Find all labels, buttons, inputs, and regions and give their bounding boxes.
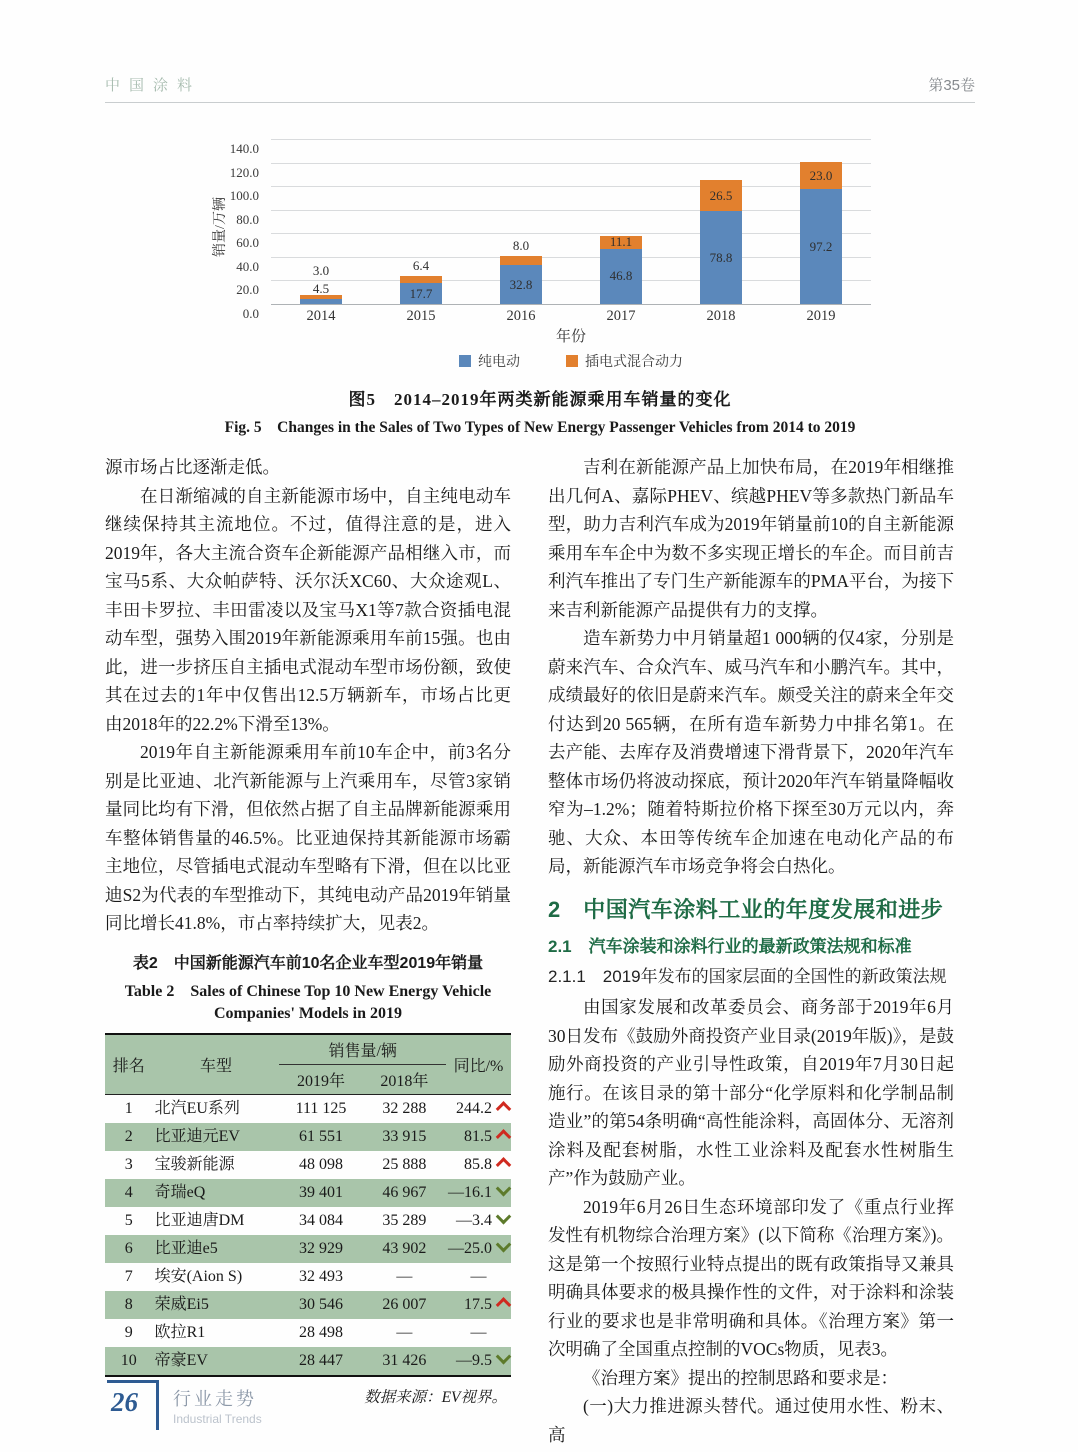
page-footer bbox=[107, 1380, 262, 1430]
section-heading-2: 2 中国汽车涂料工业的年度发展和进步 bbox=[548, 896, 944, 922]
bar-value-label: 3.0 bbox=[312, 263, 330, 279]
cell-rank: 2 bbox=[124, 1128, 133, 1145]
left-column-paragraphs bbox=[105, 453, 511, 938]
body-paragraph: 造车新势力中月销量超1 000辆的仅4家，分别是蔚来汽车、合众汽车、威马汽车和小鹏汽车。其中，成绩最好的依旧是蔚来汽车。颇受关注的蔚来全年交付达到20 565辆，在所有造车新势力中排名第1。在去产能、去库存及消费增速下滑背景下，2020年汽车整体市场仍将波动探底，预计2020年汽车销量降幅收窄为–1.2%；随着特斯拉价格下探至30万元以内，奔驰、大众、本田等传统车企加速在电动化产品的布局，新能源汽车市场竞争将会白热化。 bbox=[548, 628, 954, 876]
x-tick-label: 2019 bbox=[806, 308, 836, 324]
footer-section-en: Industrial Trends bbox=[173, 1412, 262, 1426]
cell-sales-2019: 28 498 bbox=[299, 1324, 344, 1341]
table-row bbox=[105, 1123, 511, 1151]
bar-value-label: 11.1 bbox=[609, 234, 633, 250]
y-tick-label: 40.0 bbox=[236, 258, 259, 274]
body-paragraph: 《治理方案》提出的控制思路和要求是： bbox=[583, 1367, 898, 1388]
cell-sales-2019: 111 125 bbox=[295, 1100, 347, 1117]
y-tick-label: 140.0 bbox=[229, 141, 259, 156]
cell-rank: 6 bbox=[124, 1240, 133, 1257]
figure-5 bbox=[105, 129, 975, 437]
bar-value-label: 17.7 bbox=[409, 285, 433, 301]
legend-item bbox=[459, 351, 520, 371]
cell-yoy: 85.8 bbox=[446, 1151, 511, 1179]
y-tick-label: 60.0 bbox=[236, 235, 259, 251]
table-2-block bbox=[105, 950, 511, 1407]
table-row bbox=[105, 1347, 511, 1376]
cell-yoy: —25.0 bbox=[446, 1235, 511, 1263]
cell-sales-2019: 28 447 bbox=[299, 1352, 344, 1369]
footer-section-cn: 行业走势 bbox=[173, 1389, 257, 1409]
stacked-bar-2018 bbox=[700, 180, 742, 304]
chart-legend bbox=[271, 351, 871, 371]
x-tick-label: 2018 bbox=[706, 308, 736, 324]
cell-sales-2018: — bbox=[396, 1324, 413, 1341]
table-row bbox=[105, 1235, 511, 1263]
figure-caption-cn: 图5 2014–2019年两类新能源乘用车销量的变化 bbox=[348, 390, 732, 409]
chart-x-axis-title: 年份 bbox=[555, 329, 586, 345]
legend-swatch-icon bbox=[459, 355, 471, 367]
legend-label: 插电式混合动力 bbox=[585, 355, 683, 370]
stacked-bar-2017 bbox=[600, 236, 642, 304]
running-head bbox=[105, 74, 975, 103]
x-tick-label: 2016 bbox=[506, 308, 536, 324]
cell-model: 帝豪EV bbox=[154, 1352, 208, 1369]
segment-pure-electric bbox=[300, 299, 342, 304]
two-column-body bbox=[105, 453, 975, 1449]
section-heading-2-1: 2.1 汽车涂装和涂料行业的最新政策法规和标准 bbox=[548, 936, 912, 956]
sales-stacked-bar-chart bbox=[193, 129, 893, 375]
cell-yoy: 244.2 bbox=[446, 1094, 511, 1123]
stacked-bar-2015 bbox=[400, 257, 442, 304]
cell-sales-2019: 34 084 bbox=[299, 1212, 344, 1229]
cell-sales-2019: 32 493 bbox=[299, 1268, 344, 1285]
table-row bbox=[105, 1207, 511, 1235]
cell-rank: 3 bbox=[124, 1156, 133, 1173]
arrow-down-icon bbox=[496, 1181, 512, 1197]
segment-plug-in-hybrid bbox=[500, 256, 542, 265]
col-header-yoy: 同比/% bbox=[453, 1057, 504, 1075]
cell-yoy: 81.5 bbox=[446, 1123, 511, 1151]
legend-item bbox=[566, 351, 683, 371]
cell-yoy: —3.4 bbox=[446, 1207, 511, 1235]
col-header-2019: 2019年 bbox=[297, 1072, 346, 1090]
arrow-down-icon bbox=[496, 1237, 512, 1253]
arrow-up-icon bbox=[496, 1297, 512, 1313]
cell-yoy: 17.5 bbox=[446, 1291, 511, 1319]
gridline bbox=[271, 139, 871, 140]
cell-yoy: —9.5 bbox=[446, 1347, 511, 1376]
y-tick-label: 20.0 bbox=[236, 282, 259, 298]
chart-plot-area bbox=[271, 139, 871, 324]
bar-value-label: 78.8 bbox=[709, 249, 733, 265]
body-paragraph: 在日渐缩减的自主新能源市场中，自主纯电动车继续保持其主流地位。不过，值得注意的是，进入2019年，各大主流合资车企新能源产品相继入市，而宝马5系、大众帕萨特、沃尔沃XC60、大众途观L、丰田卡罗拉、丰田雷凌以及宝马X1等7款合资插电混动车型，强势入围2019年新能源乘用车前15强。也由此，进一步挤压自主插电式混动车型市场份额，致使其在过去的1年中仅售出12.5万辆新车，市场占比更由2018年的22.2%下滑至13%。 bbox=[105, 485, 511, 734]
body-paragraph: 吉利在新能源产品上加快布局，在2019年相继推出几何A、嘉际PHEV、缤越PHEV等多款热门新品车型，助力吉利汽车成为2019年销量前10的自主新能源乘用车车企中为数不多实现正增长的车企。而目前吉利汽车推出了专门生产新能源车的PMA平台，为接下来吉利新能源产品提供有力的支撑。 bbox=[548, 457, 954, 620]
cell-model: 埃安(Aion S) bbox=[154, 1268, 243, 1285]
bar-value-label: 4.5 bbox=[312, 281, 330, 297]
table-data-source: 数据来源：EV视界。 bbox=[364, 1388, 507, 1406]
cell-model: 欧拉R1 bbox=[154, 1324, 206, 1341]
stacked-bar-2016 bbox=[500, 237, 542, 304]
cell-model: 比亚迪唐DM bbox=[154, 1212, 245, 1229]
arrow-down-icon bbox=[496, 1209, 512, 1225]
cell-sales-2018: 26 007 bbox=[382, 1296, 427, 1313]
left-column bbox=[105, 453, 511, 1449]
segment-plug-in-hybrid bbox=[400, 276, 442, 284]
cell-model: 比亚迪e5 bbox=[154, 1240, 218, 1257]
cell-model: 北汽EU系列 bbox=[154, 1100, 240, 1117]
cell-sales-2018: 43 902 bbox=[382, 1240, 427, 1257]
bar-value-label: 32.8 bbox=[509, 276, 533, 292]
y-tick-label: 0.0 bbox=[242, 306, 259, 321]
table-row bbox=[105, 1151, 511, 1179]
table-title-cn: 表2 中国新能源汽车前10名企业车型2019年销量 bbox=[132, 954, 484, 972]
body-paragraph: (一)大力推进源头替代。通过使用水性、粉末、高 bbox=[548, 1396, 954, 1445]
page-number: 26 bbox=[111, 1387, 138, 1417]
gridline bbox=[271, 186, 871, 187]
cell-sales-2018: 33 915 bbox=[382, 1128, 427, 1145]
bar-value-label: 6.4 bbox=[412, 257, 430, 273]
right-column-paragraphs-bottom bbox=[548, 993, 954, 1449]
cell-yoy: — bbox=[470, 1268, 487, 1285]
cell-sales-2018: — bbox=[396, 1268, 413, 1285]
cell-sales-2019: 61 551 bbox=[299, 1128, 344, 1145]
col-header-2018: 2018年 bbox=[380, 1072, 429, 1090]
arrow-up-icon bbox=[496, 1101, 512, 1117]
journal-name: 中国涂料 bbox=[105, 77, 202, 94]
page-number-box bbox=[107, 1380, 159, 1430]
cell-sales-2019: 39 401 bbox=[299, 1184, 344, 1201]
figure-caption-en: Fig. 5 Changes in the Sales of Two Types of New Energy Passenger Vehicles from 2014 to 2019 bbox=[224, 419, 856, 436]
body-paragraph: 源市场占比逐渐走低。 bbox=[105, 457, 280, 477]
x-tick-label: 2014 bbox=[306, 308, 336, 324]
chart-y-axis bbox=[207, 139, 265, 321]
sales-table bbox=[105, 1033, 511, 1377]
cell-model: 奇瑞eQ bbox=[154, 1184, 206, 1201]
body-paragraph: 由国家发展和改革委员会、商务部于2019年6月30日发布《鼓励外商投资产业目录(2019年版)》，是鼓励外商投资的产业引导性政策，自2019年7月30日起施行。在该目录的第十部分“化学原料和化学制品制造业”的第54条明确“高性能涂料，高固体分、无溶剂涂料及配套树脂，水性工业涂料及配套水性树脂生产”作为鼓励产业。 bbox=[548, 997, 954, 1188]
arrow-down-icon bbox=[496, 1349, 512, 1365]
cell-rank: 1 bbox=[124, 1100, 133, 1117]
sales-table-body bbox=[105, 1094, 511, 1376]
body-paragraph: 2019年自主新能源乘用车前10车企中，前3名分别是比亚迪、北汽新能源与上汽乘用车，尽管3家销量同比均有下滑，但依然占据了自主品牌新能源乘用车整体销售量的46.5%。比亚迪保持其新能源市场霸主地位，尽管插电式混动车型略有下滑，但在以比亚迪S2为代表的车型推动下，其纯电动产品2019年销量同比增长41.8%，市占率持续扩大，见表2。 bbox=[105, 742, 511, 933]
footer-section-labels bbox=[173, 1385, 262, 1426]
bar-value-label: 46.8 bbox=[609, 268, 633, 284]
cell-rank: 10 bbox=[120, 1352, 137, 1369]
right-column-paragraphs-top bbox=[548, 453, 954, 881]
stacked-bar-2014 bbox=[300, 263, 342, 304]
stacked-bar-2019 bbox=[800, 162, 842, 304]
arrow-up-icon bbox=[496, 1157, 512, 1173]
gridline bbox=[271, 163, 871, 164]
bar-value-label: 26.5 bbox=[709, 187, 733, 203]
legend-label: 纯电动 bbox=[478, 355, 520, 370]
volume-label: 第35卷 bbox=[928, 77, 975, 94]
section-heading-2-1-1: 2.1.1 2019年发布的国家层面的全国性的新政策法规 bbox=[548, 966, 947, 986]
cell-rank: 4 bbox=[124, 1184, 133, 1201]
bar-value-label: 23.0 bbox=[809, 167, 833, 183]
col-header-rank: 排名 bbox=[112, 1057, 145, 1075]
gridline bbox=[271, 233, 871, 234]
table-row bbox=[105, 1291, 511, 1319]
cell-yoy: —16.1 bbox=[446, 1179, 511, 1207]
table-row bbox=[105, 1094, 511, 1123]
bar-value-label: 8.0 bbox=[512, 237, 530, 253]
cell-sales-2018: 35 289 bbox=[382, 1212, 427, 1229]
cell-model: 比亚迪元EV bbox=[154, 1128, 240, 1145]
legend-swatch-icon bbox=[566, 355, 578, 367]
cell-sales-2019: 32 929 bbox=[299, 1240, 344, 1257]
table-title-en: Table 2 Sales of Chinese Top 10 New Energy Vehicle Companies' Models in 2019 bbox=[124, 982, 492, 1022]
cell-rank: 8 bbox=[124, 1296, 133, 1313]
cell-yoy: — bbox=[470, 1324, 487, 1341]
sales-table-header bbox=[105, 1034, 511, 1095]
cell-rank: 5 bbox=[124, 1212, 133, 1229]
cell-rank: 7 bbox=[124, 1268, 133, 1285]
arrow-up-icon bbox=[496, 1129, 512, 1145]
bar-value-label: 97.2 bbox=[809, 238, 833, 254]
body-paragraph: 2019年6月26日生态环境部印发了《重点行业挥发性有机物综合治理方案》(以下简称《治理方案》)。这是第一个按照行业特点提出的既有政策指导又兼具明确具体要求的极具操作性的文件，对于涂料和涂装行业的要求也是非常明确和具体。《治理方案》第一次明确了全国重点控制的VOCs物质，见表3。 bbox=[548, 1196, 954, 1359]
col-header-sales-group: 销售量/辆 bbox=[279, 1034, 446, 1065]
col-header-model: 车型 bbox=[199, 1057, 232, 1075]
cell-model: 宝骏新能源 bbox=[154, 1156, 235, 1173]
cell-sales-2019: 30 546 bbox=[299, 1296, 344, 1313]
x-tick-label: 2017 bbox=[606, 308, 636, 324]
table-row bbox=[105, 1319, 511, 1347]
y-tick-label: 120.0 bbox=[229, 164, 259, 180]
table-row bbox=[105, 1179, 511, 1207]
x-tick-label: 2015 bbox=[406, 308, 436, 324]
y-tick-label: 100.0 bbox=[229, 188, 259, 204]
right-column bbox=[548, 453, 954, 1449]
cell-sales-2018: 46 967 bbox=[382, 1184, 427, 1201]
gridline bbox=[271, 210, 871, 211]
cell-sales-2019: 48 098 bbox=[299, 1156, 344, 1173]
table-row bbox=[105, 1263, 511, 1291]
cell-sales-2018: 32 288 bbox=[382, 1100, 427, 1117]
cell-sales-2018: 25 888 bbox=[382, 1156, 427, 1173]
cell-sales-2018: 31 426 bbox=[382, 1352, 427, 1369]
y-tick-label: 80.0 bbox=[236, 211, 259, 227]
cell-model: 荣威Ei5 bbox=[154, 1296, 209, 1313]
chart-y-axis-title: 销量/万辆 bbox=[212, 197, 228, 257]
cell-rank: 9 bbox=[124, 1324, 133, 1341]
gridline bbox=[271, 257, 871, 258]
